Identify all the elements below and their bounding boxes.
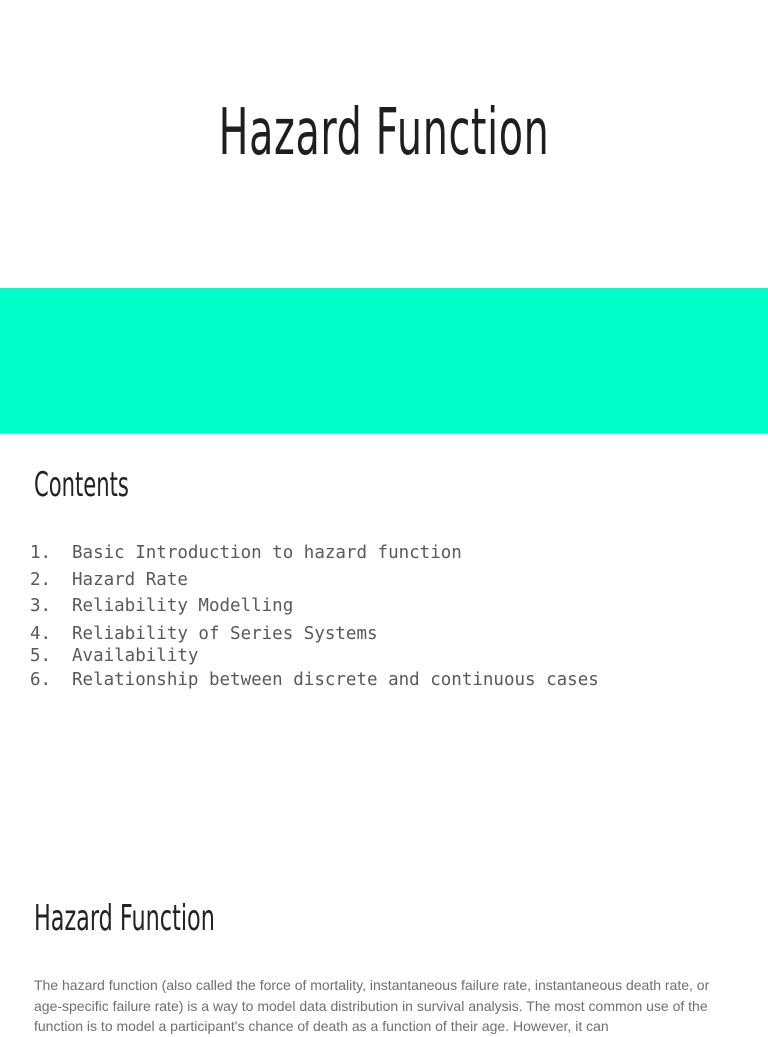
hazard-function-body: The hazard function (also called the force of mortality, instantaneous failure rate, instantaneous death rate, or age-specific failure rate) is a way to model data distribution in survival analysis. The most common use of the function is to model a participant's chance of death as a function of their age. However, it can [34,977,710,1034]
list-item-number: 1. [30,543,52,563]
list-item-label: Reliability of Series Systems [72,624,378,644]
title-slide [0,0,768,288]
list-item [30,646,198,666]
hazard-function-heading: Hazard Function [34,898,215,939]
accent-band [0,288,768,433]
list-item-label: Relationship between discrete and continuous cases [72,670,599,690]
list-item [30,543,462,563]
slide-title: Hazard Function [218,96,550,170]
list-item-number: 6. [30,670,52,690]
list-item-number: 3. [30,596,52,616]
list-item [30,670,599,690]
contents-heading: Contents [34,465,129,505]
list-item-label: Hazard Rate [72,570,188,590]
list-item-label: Basic Introduction to hazard function [72,543,462,563]
list-item [30,570,188,590]
list-item-label: Availability [72,646,199,666]
list-item [30,596,293,616]
list-item [30,624,378,644]
list-item-number: 5. [30,646,52,666]
list-item-label: Reliability Modelling [72,596,294,616]
list-item-number: 4. [30,624,52,644]
list-item-number: 2. [30,570,52,590]
